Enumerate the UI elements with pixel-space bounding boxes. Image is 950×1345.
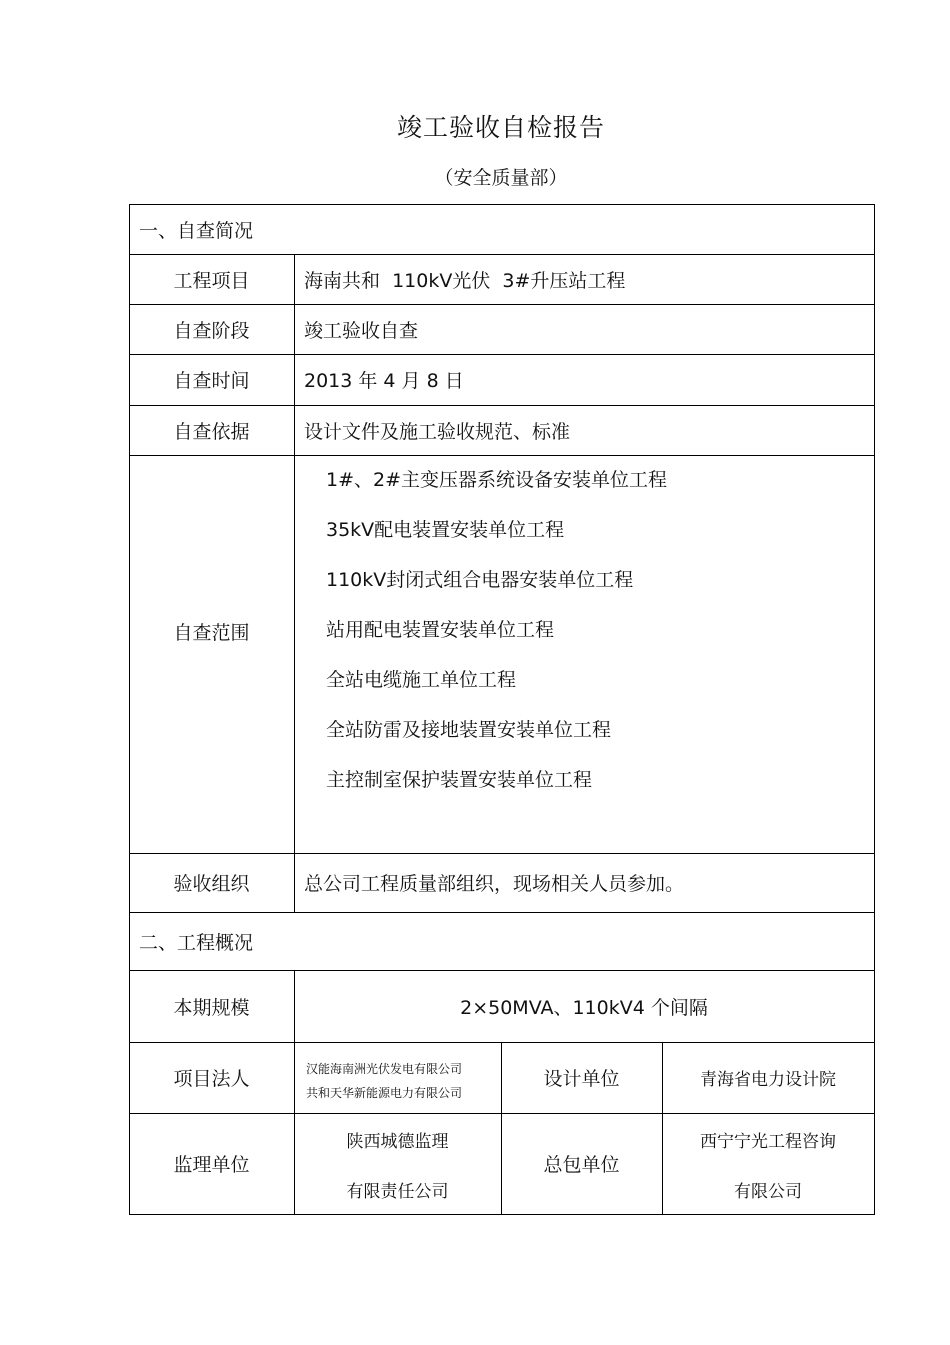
scope-item: 站用配电装置安装单位工程 [326, 619, 555, 641]
supervisor-line: 有限责任公司 [346, 1182, 449, 1202]
supervisor-value [294, 1117, 501, 1217]
scope-item: 全站防雷及接地装置安装单位工程 [326, 719, 612, 741]
supervisor-label: 监理单位 [173, 1154, 250, 1176]
time-value: 2013 年 4 月 8 日 [304, 370, 464, 392]
legal-label: 项目法人 [173, 1068, 250, 1090]
design-value: 青海省电力设计院 [700, 1070, 836, 1090]
contractor-value [662, 1117, 874, 1217]
org-label: 验收组织 [173, 873, 250, 895]
scope-item: 35kV配电装置安装单位工程 [326, 519, 565, 541]
scale-value: 2×50MVA、110kV4 个间隔 [460, 996, 708, 1019]
supervisor-line: 陕西城德监理 [346, 1132, 449, 1152]
basis-value: 设计文件及施工验收规范、标准 [304, 420, 571, 443]
legal-line: 共和天华新能源电力有限公司 [306, 1086, 463, 1100]
design-label: 设计单位 [543, 1068, 620, 1090]
legal-value [306, 1057, 462, 1105]
scope-item: 110kV封闭式组合电器安装单位工程 [326, 569, 634, 591]
basis-label: 自查依据 [173, 420, 250, 443]
project-label: 工程项目 [173, 269, 250, 292]
section1-heading: 一、自查简况 [139, 219, 254, 242]
scope-list [326, 466, 846, 816]
section2-heading: 二、工程概况 [139, 931, 254, 954]
document-title: 竣工验收自检报告 [396, 113, 605, 142]
project-value: 海南共和 110kV光伏 3#升压站工程 [304, 269, 626, 292]
document-subtitle: （安全质量部） [434, 167, 568, 189]
scope-item: 1#、2#主变压器系统设备安装单位工程 [326, 469, 668, 491]
scope-label: 自查范围 [173, 621, 250, 644]
scale-label: 本期规模 [173, 996, 250, 1019]
time-label: 自查时间 [173, 370, 250, 392]
scope-item: 主控制室保护装置安装单位工程 [326, 769, 593, 791]
stage-value: 竣工验收自查 [304, 319, 419, 342]
legal-line: 汉能海南洲光伏发电有限公司 [306, 1062, 463, 1076]
contractor-line: 有限公司 [734, 1182, 802, 1202]
org-value: 总公司工程质量部组织，现场相关人员参加。 [304, 873, 685, 895]
stage-label: 自查阶段 [173, 319, 250, 342]
contractor-label: 总包单位 [543, 1154, 620, 1176]
scope-item: 全站电缆施工单位工程 [326, 669, 517, 691]
contractor-line: 西宁宁光工程咨询 [700, 1132, 836, 1152]
